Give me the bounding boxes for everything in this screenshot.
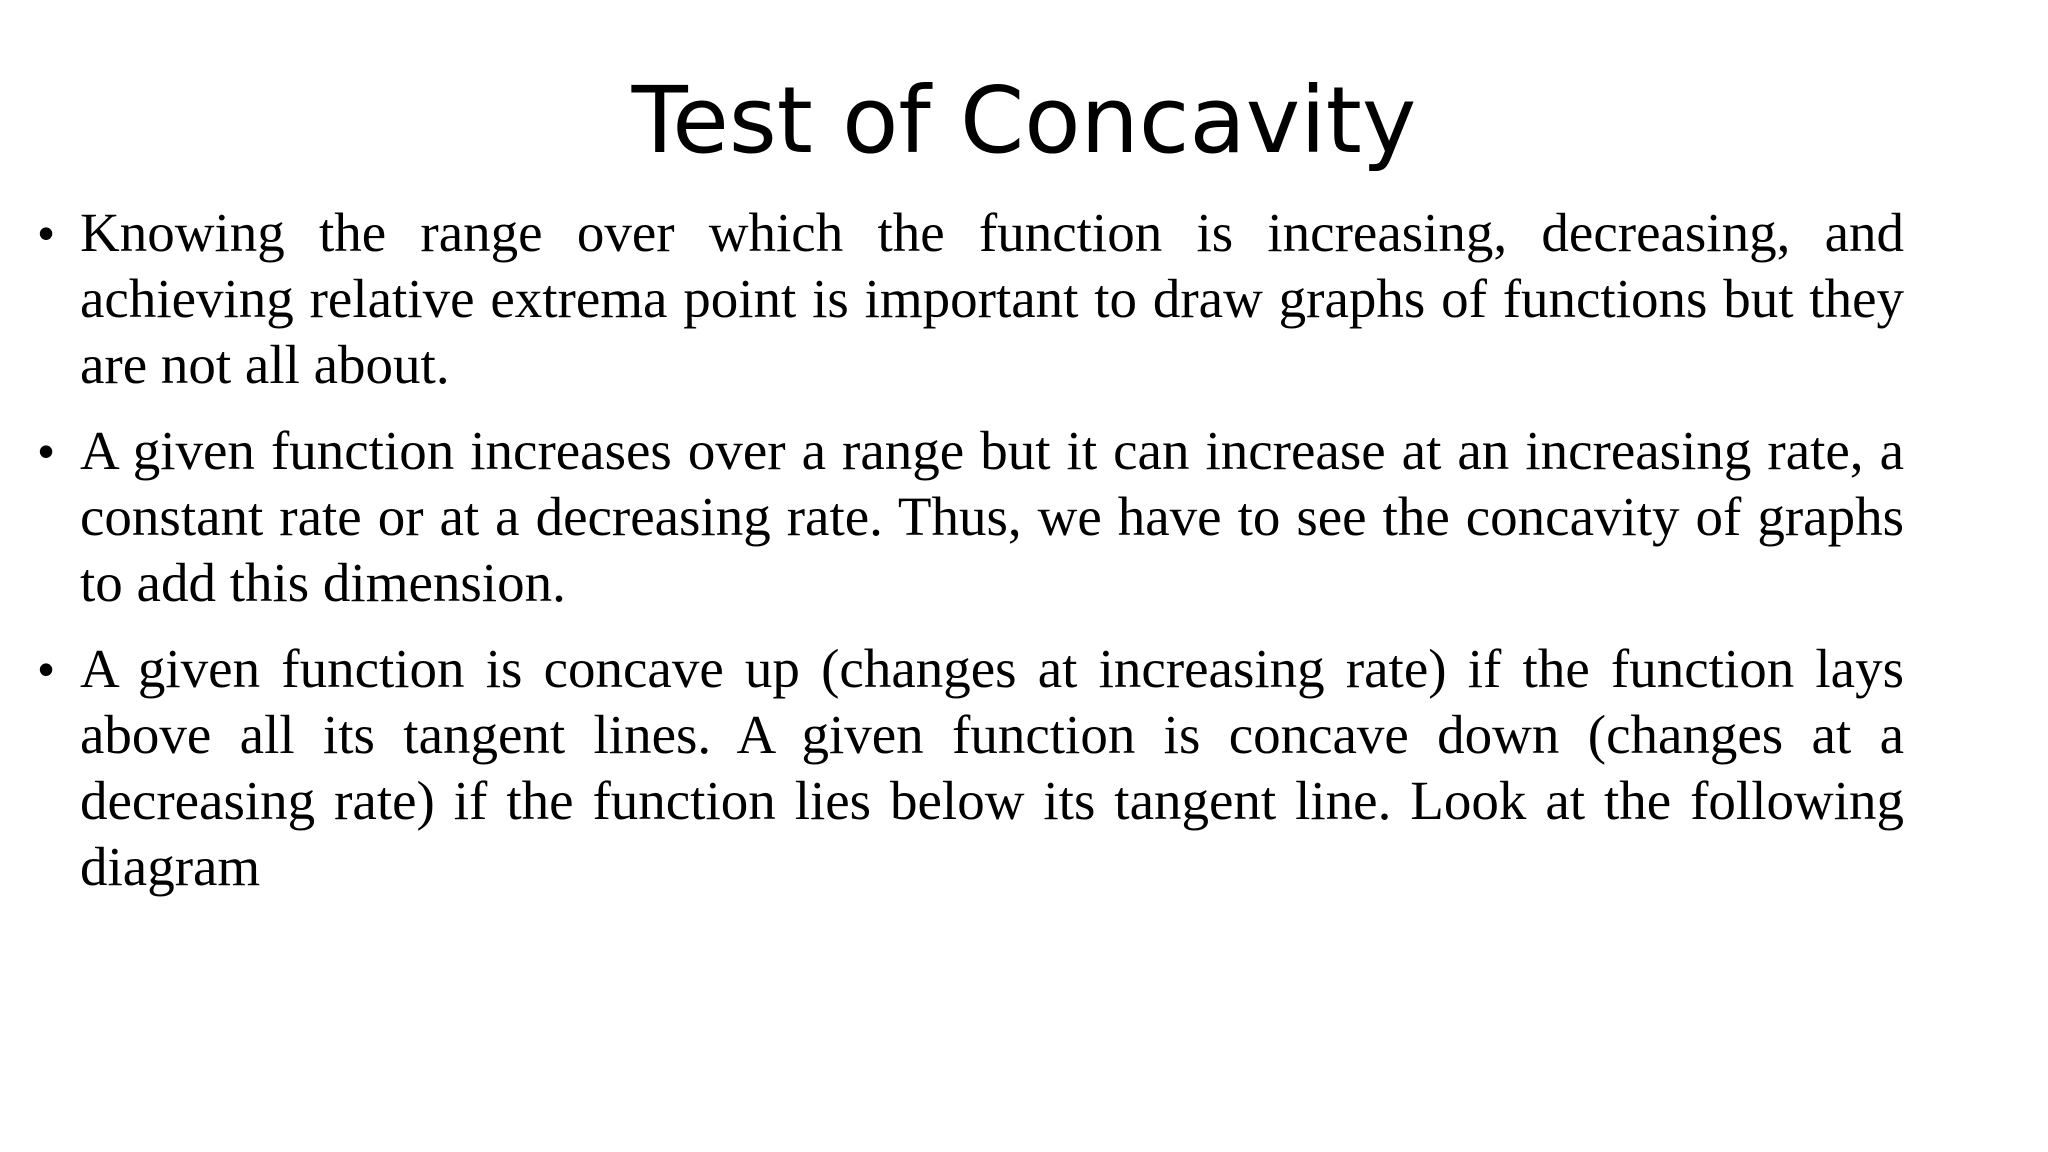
bullet-marker: • <box>38 425 55 477</box>
bullet-text: Knowing the range over which the function is increasing, decreasing, and achieving relative extrema point is important to draw graphs of functions but they are not all about. <box>80 202 1904 395</box>
bullet-text: A given function increases over a range but it can increase at an increasing rate, a constant rate or at a decreasing rate. Thus, we have to see the concavity of graphs to add this dimension. <box>80 420 1904 613</box>
bullet-marker: • <box>38 643 55 695</box>
bullet-marker: • <box>38 207 55 259</box>
bullet-item <box>38 418 1904 616</box>
bullet-item <box>38 636 1904 900</box>
bullet-list <box>38 200 1904 920</box>
bullet-item <box>38 200 1904 398</box>
bullet-text: A given function is concave up (changes at increasing rate) if the function lays above all its tangent lines. A given function is concave down (changes at a decreasing rate) if the function lies below its tangent line. Look at the following diagram <box>80 638 1904 897</box>
slide-title: Test of Concavity <box>631 67 1417 174</box>
